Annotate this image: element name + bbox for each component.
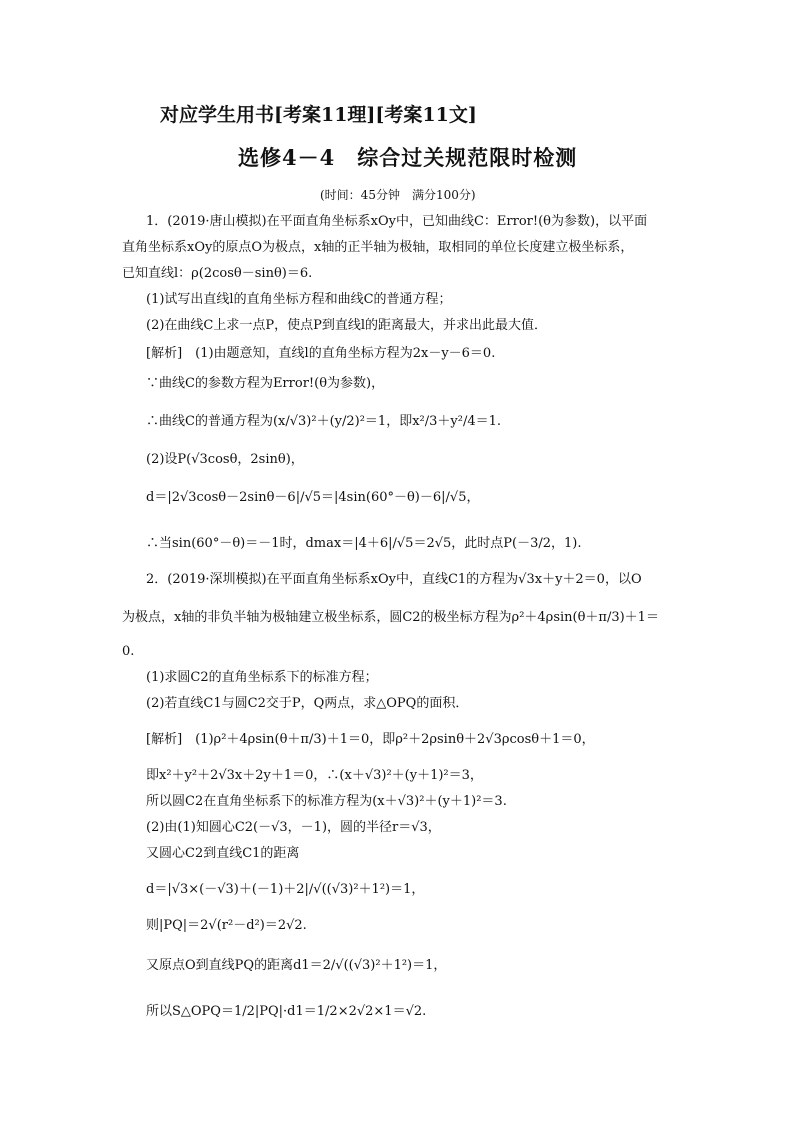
text-line-q2_5: (2)若直线C1与圆C2交于P，Q两点，求△OPQ的面积． [146, 696, 469, 711]
text-line-a2_9: 所以S△OPQ＝1/2|PQ|·d1＝1/2×2√2×1＝√2. [146, 1004, 427, 1019]
text-line-a2_4: (2)由(1)知圆心C2(－√3，－1)，圆的半径r＝√3， [146, 820, 441, 835]
text-line-a1_4: (2)设P(√3cosθ，2sinθ)， [146, 452, 304, 467]
text-line-q1_5: (2)在曲线C上求一点P，使点P到直线l的距离最大，并求出此最大值． [146, 318, 548, 333]
text-line-a1_1: [解析] (1)由题意知，直线l的直角坐标方程为2x－y－6＝0. [146, 346, 496, 361]
text-line-q2_1: 2．(2019·深圳模拟)在平面直角坐标系xOy中，直线C1的方程为√3x＋y＋2＝0，以O [146, 572, 642, 587]
text-line-a2_7: 则|PQ|＝2√(r²－d²)＝2√2. [146, 918, 307, 933]
text-line-a2_1: [解析] (1)ρ²＋4ρsin(θ＋π/3)＋1＝0，即ρ²＋2ρsinθ＋2√3ρcosθ＋1＝0， [146, 732, 595, 747]
text-line-q2_4: (1)求圆C2的直角坐标系下的标准方程； [146, 670, 378, 685]
section-title: 选修4－4 综合过关规范限时检测 [238, 145, 578, 170]
text-line-a2_8: 又原点O到直线PQ的距离d1＝2/√((√3)²＋1²)＝1， [146, 958, 447, 973]
time-info: (时间：45分钟 满分100分) [320, 188, 476, 202]
text-line-q1_2: 直角坐标系xOy的原点O为极点，x轴的正半轴为极轴，取相同的单位长度建立极坐标系， [122, 240, 634, 255]
page-title: 对应学生用书[考案11理][考案11文] [160, 104, 477, 126]
text-line-q1_4: (1)试写出直线l的直角坐标方程和曲线C的普通方程； [146, 292, 452, 307]
text-line-a1_5: d＝|2√3cosθ－2sinθ－6|/√5＝|4sin(60°－θ)－6|/√5， [146, 490, 480, 505]
text-line-a1_3: ∴曲线C的普通方程为(x/√3)²＋(y/2)²＝1，即x²/3＋y²/4＝1. [146, 414, 501, 429]
text-line-a1_6: ∴当sin(60°－θ)＝－1时，dmax＝|4＋6|/√5＝2√5，此时点P(－3/2，1). [146, 536, 582, 551]
text-line-a2_5: 又圆心C2到直线C1的距离 [146, 846, 300, 861]
text-line-a2_2: 即x²＋y²＋2√3x＋2y＋1＝0，∴(x＋√3)²＋(y＋1)²＝3， [146, 768, 483, 783]
text-line-q1_1: 1．(2019·唐山模拟)在平面直角坐标系xOy中，已知曲线C：Error!(θ为参数)，以平面 [146, 214, 648, 229]
text-line-a2_3: 所以圆C2在直角坐标系下的标准方程为(x＋√3)²＋(y＋1)²＝3. [146, 794, 507, 809]
text-line-a1_2: ∵曲线C的参数方程为Error!(θ为参数)， [146, 376, 385, 391]
text-line-a2_6: d＝|√3×(－√3)＋(－1)＋2|/√((√3)²＋1²)＝1， [146, 882, 425, 897]
text-line-q1_3: 已知直线l：ρ(2cosθ－sinθ)＝6. [122, 266, 313, 281]
text-line-q2_3: 0. [122, 644, 135, 659]
text-line-q2_2: 为极点，x轴的非负半轴为极轴建立极坐标系，圆C2的极坐标方程为ρ²＋4ρsin(θ＋π/3)＋1＝ [122, 610, 659, 625]
